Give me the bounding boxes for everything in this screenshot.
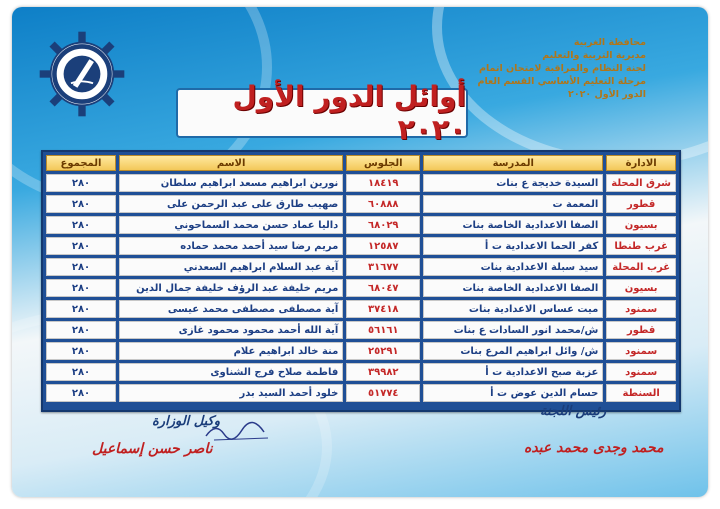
cell-student-name: آية مصطفى مصطفى محمد عيسى (119, 300, 343, 318)
cell-school: ش/محمد انور السادات ع بنات (423, 321, 603, 339)
cell-seat-number: ٥٦١٦١ (346, 321, 420, 339)
page-title: أوائل الدور الأول ٢٠٢٠ (232, 80, 466, 146)
cell-seat-number: ٦٨٠٢٩ (346, 216, 420, 234)
cell-total: ٢٨٠ (46, 174, 116, 192)
cell-seat-number: ١٢٥٨٧ (346, 237, 420, 255)
cell-student-name: آية الله أحمد محمود محمود غازى (119, 321, 343, 339)
undersecretary-name: ناصر حسن إسماعيل (92, 441, 213, 457)
cell-student-name: فاطمة صلاح فرج الشناوى (119, 363, 343, 381)
table-row (46, 300, 676, 318)
cell-school: الصفا الاعدادية الخاصة بنات (423, 279, 603, 297)
cell-total: ٢٨٠ (46, 342, 116, 360)
table-row (46, 237, 676, 255)
cell-school: ميت عساس الاعدادية بنات (423, 300, 603, 318)
cell-student-name: آية عبد السلام ابراهيم السعدني (119, 258, 343, 276)
cell-total: ٢٨٠ (46, 216, 116, 234)
results-table (43, 152, 679, 405)
cell-seat-number: ٥١٧٧٤ (346, 384, 420, 402)
cell-student-name: داليا عماد حسن محمد السماحوني (119, 216, 343, 234)
cell-total: ٢٨٠ (46, 195, 116, 213)
results-table-frame (41, 150, 681, 412)
committee-head-title: رئيس اللجنة (540, 404, 607, 419)
cell-student-name: نورين ابراهيم مسعد ابراهيم سلطان (119, 174, 343, 192)
cell-student-name: خلود أحمد السيد بدر (119, 384, 343, 402)
column-header-seat-number: الجلوس (346, 155, 420, 171)
header-line: مرحلة التعليم الأساسي القسم العام (477, 76, 646, 87)
cell-administration: غرب المحلة (606, 258, 676, 276)
cell-total: ٢٨٠ (46, 300, 116, 318)
table-row (46, 195, 676, 213)
cell-total: ٢٨٠ (46, 279, 116, 297)
cell-seat-number: ٦٨٠٤٧ (346, 279, 420, 297)
table-row (46, 258, 676, 276)
cell-administration: شرق المحلة (606, 174, 676, 192)
cell-student-name: مريم رضا سيد أحمد محمد حماده (119, 237, 343, 255)
cell-student-name: مريم خليفة عبد الرؤف خليفة جمال الدين (119, 279, 343, 297)
cell-total: ٢٨٠ (46, 384, 116, 402)
cell-administration: غرب طنطا (606, 237, 676, 255)
cell-school: الصفا الاعدادية الخاصة بنات (423, 216, 603, 234)
cell-total: ٢٨٠ (46, 258, 116, 276)
cell-administration: السنطة (606, 384, 676, 402)
table-row (46, 384, 676, 402)
cell-school: سيد سبلة الاعدادية بنات (423, 258, 603, 276)
column-header-administration: الادارة (606, 155, 676, 171)
cell-total: ٢٨٠ (46, 321, 116, 339)
title-banner (176, 80, 468, 146)
cell-seat-number: ٣١٦٧٧ (346, 258, 420, 276)
header-line: لجنة النظام والمراقبة لامتحان اتمام (479, 63, 646, 74)
cell-seat-number: ١٨٤١٩ (346, 174, 420, 192)
table-row (46, 321, 676, 339)
table-row (46, 279, 676, 297)
column-header-school: المدرسة (423, 155, 603, 171)
column-header-total: المجموع (46, 155, 116, 171)
cell-administration: قطور (606, 195, 676, 213)
cell-school: المعمة ت (423, 195, 603, 213)
cell-school: عزبة صبح الاعدادية ت أ (423, 363, 603, 381)
cell-administration: بسيون (606, 279, 676, 297)
table-row (46, 174, 676, 192)
cell-administration: سمنود (606, 342, 676, 360)
cell-student-name: منة خالد ابراهيم علام (119, 342, 343, 360)
column-header-name: الاسم (119, 155, 343, 171)
cell-administration: سمنود (606, 300, 676, 318)
cell-seat-number: ٢٥٢٩١ (346, 342, 420, 360)
table-row (46, 363, 676, 381)
committee-head-name: محمد وجدى محمد عبده (524, 440, 664, 456)
undersecretary-title: وكيل الوزارة (152, 414, 221, 429)
cell-administration: قطور (606, 321, 676, 339)
cell-total: ٢٨٠ (46, 237, 116, 255)
header-line: الدور الأول ٢٠٢٠ (568, 89, 646, 100)
ministry-logo-icon (36, 28, 128, 120)
table-row (46, 216, 676, 234)
cell-administration: سمنود (606, 363, 676, 381)
cell-seat-number: ٣٧٤١٨ (346, 300, 420, 318)
cell-administration: بسيون (606, 216, 676, 234)
cell-school: حسام الدين عوض ت أ (423, 384, 603, 402)
cell-total: ٢٨٠ (46, 363, 116, 381)
table-row (46, 342, 676, 360)
table-header-row (46, 155, 676, 171)
cell-seat-number: ٦٠٨٨٨ (346, 195, 420, 213)
cell-school: ش/ وائل ابراهيم المرع بنات (423, 342, 603, 360)
cell-school: كفر الحما الاعدادية ت أ (423, 237, 603, 255)
header-line: مديرية التربية والتعليم (542, 50, 646, 61)
cell-student-name: صهيب طارق على عبد الرحمن على (119, 195, 343, 213)
header-line: محافظة الغربية (573, 37, 646, 48)
cell-school: السيدة خديجة ع بنات (423, 174, 603, 192)
cell-seat-number: ٣٩٩٨٢ (346, 363, 420, 381)
